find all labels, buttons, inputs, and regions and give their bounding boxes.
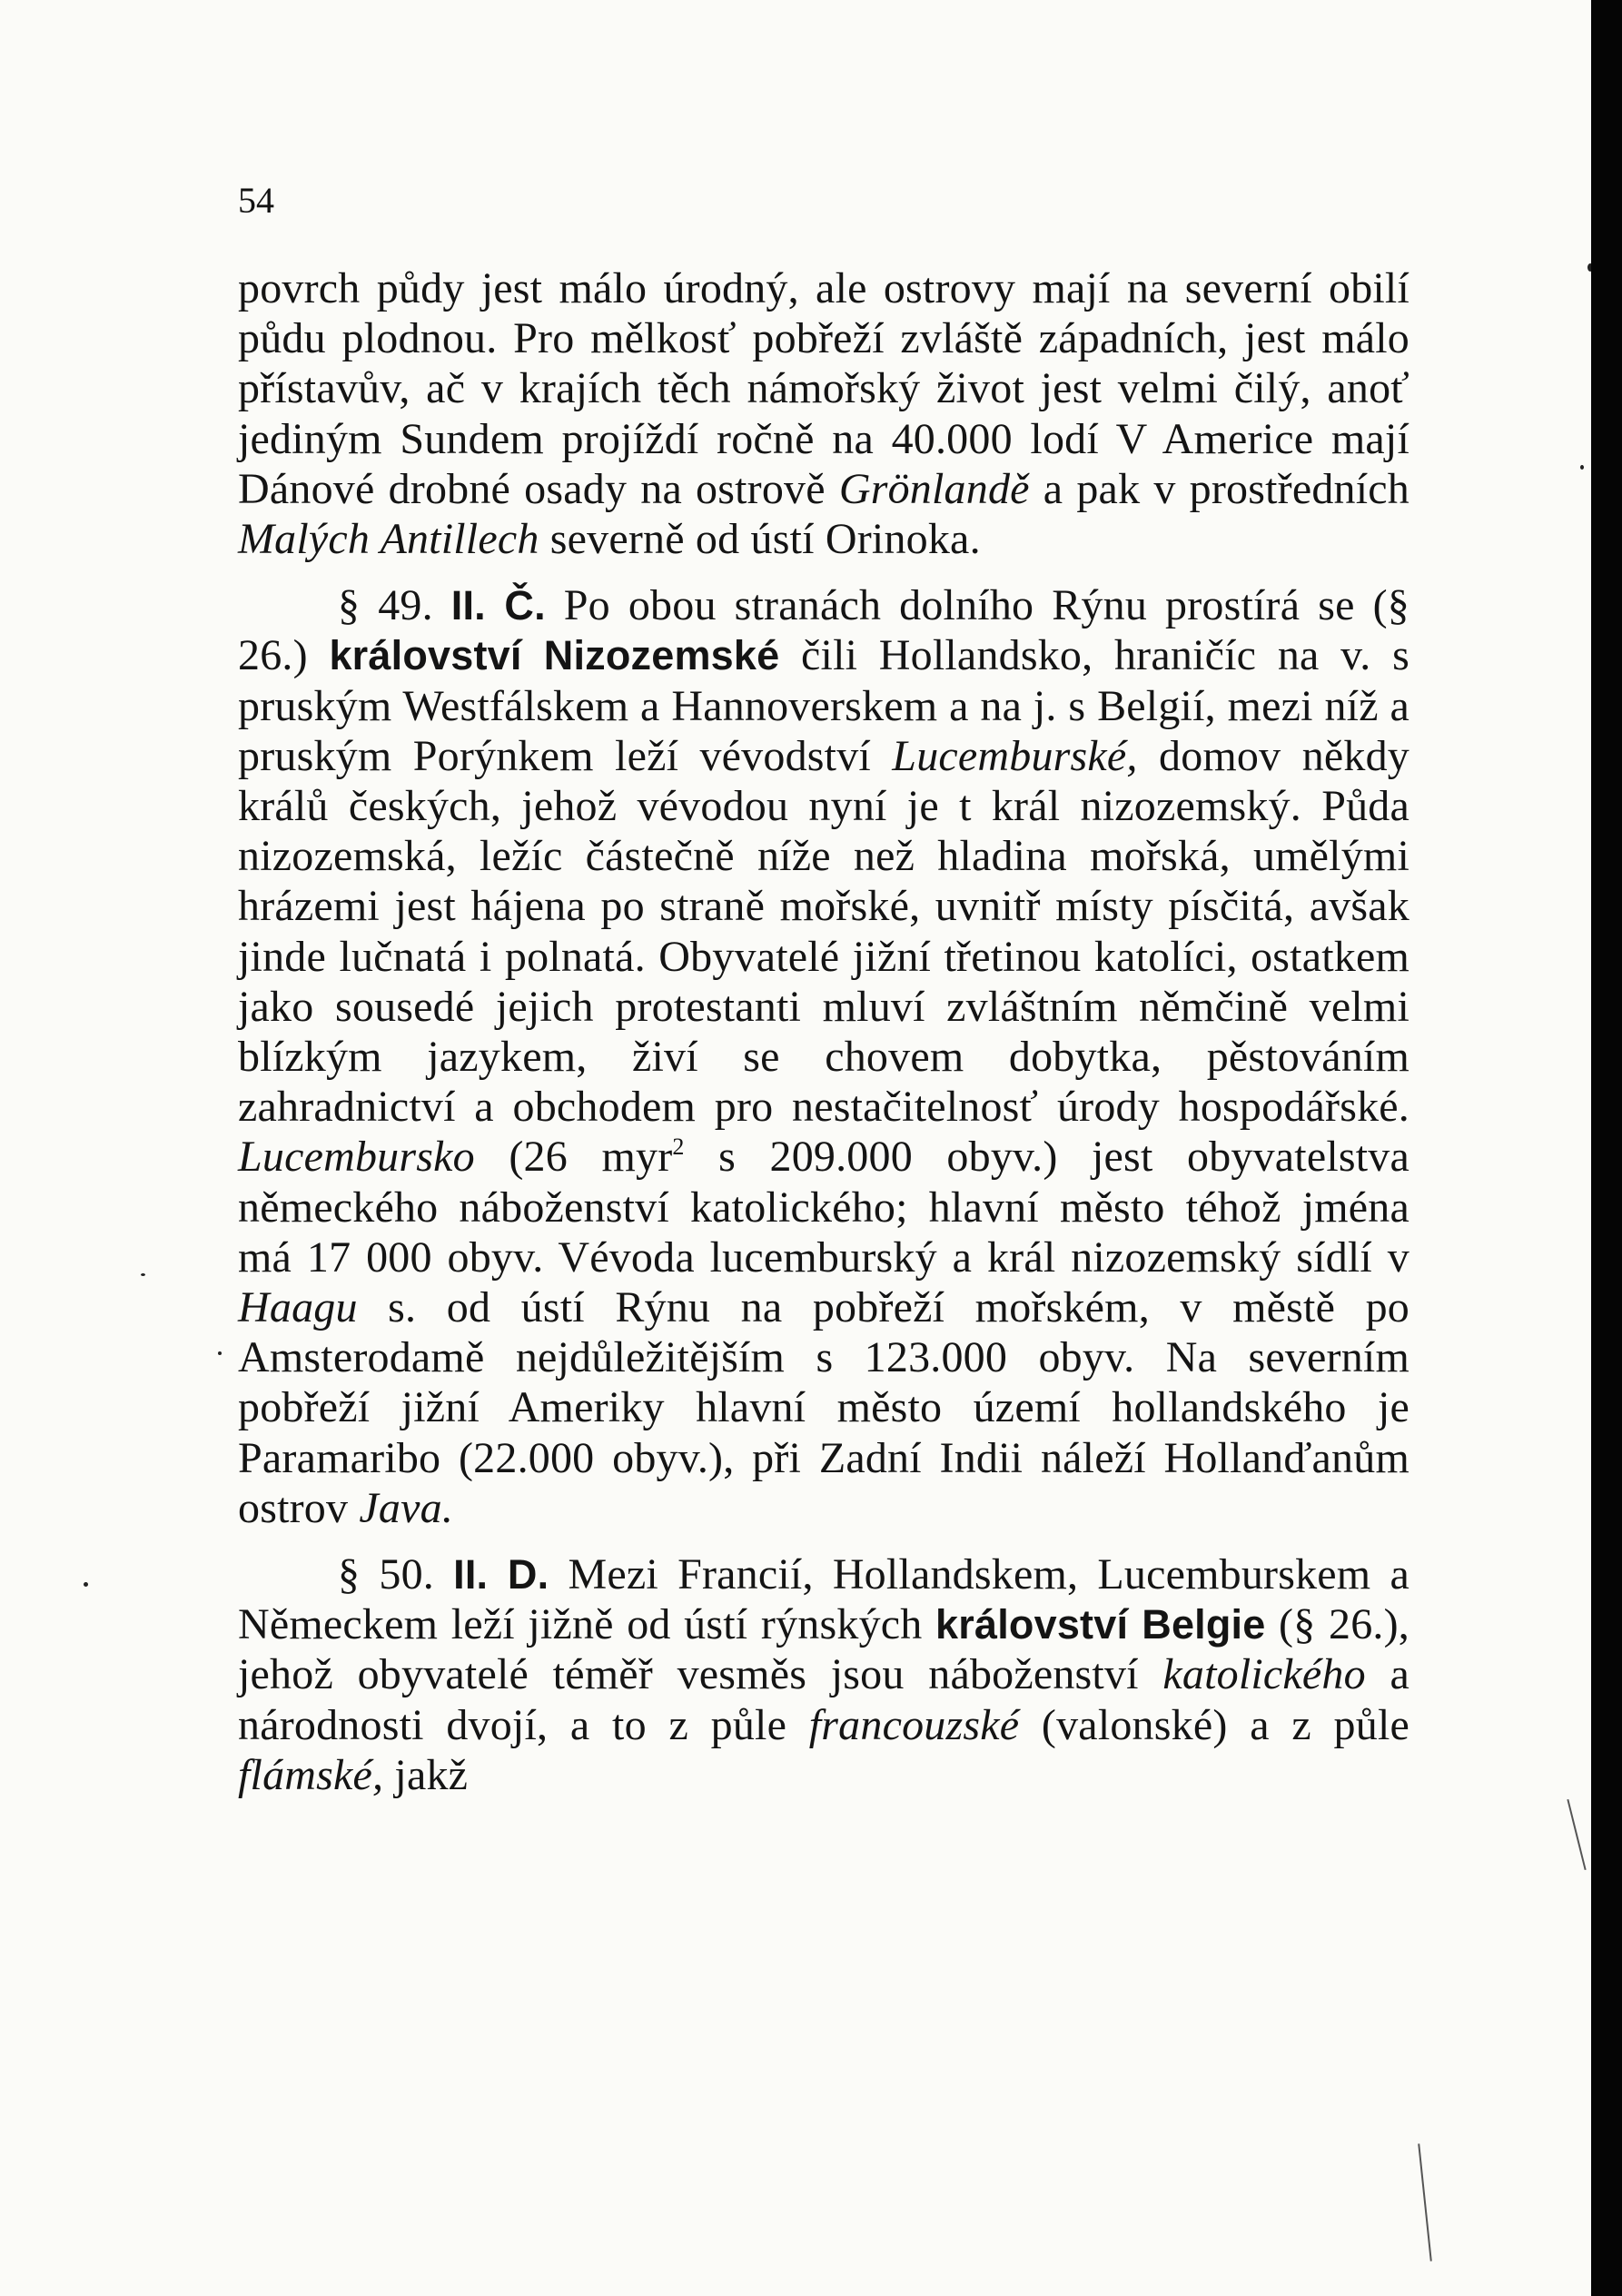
scan-speck	[1580, 465, 1584, 470]
text-run: čili Hollandsko, hraničíc na v. s pruským Westfálskem a Hannoverskem a na j. s Belgií, mezi níž a pruským Porýnkem leží vévodství	[238, 631, 1410, 780]
italic-term: Haagu	[238, 1283, 358, 1332]
text-run: domov někdy králů českých, jehož vévodou nyní je t král nizozemský. Půda nizozemská, ležíc částečně níže než hladina mořská, umělými hrázemi jest hájena po straně mořské, uvnitř místy písčitá, avšak jinde lučnatá i polnatá. Obyvatelé jižní třetinou katolíci, ostatkem jako sousedé jejich protestanti mluví zvláštním němčině velmi blízkým jazykem, živí se chovem dobytka, pěstováním zahradnictví a obchodem pro nestačitelnosť úrody hospodářské.	[238, 731, 1409, 1132]
italic-term: Malých Antillech	[238, 515, 539, 564]
scan-edge-line	[1418, 2143, 1432, 2261]
page-number: 54	[238, 180, 274, 221]
italic-term: francouzské	[808, 1700, 1020, 1749]
text-run: s 209.000 obyv.) jest obyvatelstva německého náboženství katolického; hlavní město téhož jména má 17 000 obyv. Vévoda lucemburský a král nizozemský sídlí v	[238, 1133, 1409, 1282]
paragraph-denmark	[238, 263, 1409, 564]
text-run: (valonské) a z půle	[1019, 1700, 1409, 1749]
bold-term: království Nizozemské	[329, 632, 780, 679]
text-run: s. od ústí Rýnu na pobřeží mořském, v městě po Amsterodamě nejdůležitějším s 123.000 obyv. Na severním pobřeží jižní Ameriky hlavní město území hollandského je Paramaribo (22.000 obyv.), při Zadní Indii náleží Hollanďanům ostrov	[238, 1283, 1409, 1532]
text-run: severně od ústí Orinoka.	[539, 515, 981, 564]
text-run: a pak v prostředních	[1029, 464, 1409, 513]
section-mark: § 49.	[338, 581, 451, 630]
scan-speck	[141, 1273, 145, 1276]
italic-term: Lucembursko	[238, 1133, 475, 1182]
scan-speck	[1587, 263, 1591, 272]
text-run: jakž	[383, 1750, 469, 1799]
paragraph-section-49	[238, 580, 1409, 1533]
text-run: Mezi Francií, Hollandskem, Lucemburskem a Německem leží jižně od ústí rýnských	[238, 1550, 1409, 1649]
text-run: a národnosti dvojí, a to z půle	[238, 1650, 1409, 1749]
bold-term: království Belgie	[935, 1601, 1266, 1648]
text-run: Po obou stranách dolního Rýnu prostírá se (§ 26.)	[238, 581, 1409, 680]
text-run: (26 myr	[474, 1133, 673, 1182]
body-text	[238, 263, 1409, 1800]
italic-term: Lucemburské,	[892, 731, 1138, 780]
text-run: povrch půdy jest málo úrodný, ale ostrovy mají na severní obilí půdu plodnou. Pro mělkosť pobřeží zvláště západních, jest málo přístavův, ač v krajích těch námořský život jest velmi čilý, anoť jediným Sundem projíždí ročně na 40.000 lodí V Americe mají Dánové drobné osady na ostrově	[238, 264, 1409, 513]
section-label: II. Č.	[450, 582, 546, 629]
scan-speck	[218, 1351, 222, 1355]
text-run: (§ 26.), jehož obyvatelé téměř vesměs jsou náboženství	[238, 1600, 1409, 1699]
section-mark: § 50.	[338, 1550, 454, 1599]
scan-speck	[84, 1582, 88, 1587]
italic-term: Java.	[359, 1483, 454, 1532]
paragraph-section-50	[238, 1549, 1409, 1800]
superscript: 2	[672, 1133, 685, 1161]
italic-term: katolického	[1162, 1650, 1366, 1699]
italic-term: Grönlandě	[838, 464, 1030, 513]
italic-term: flámské,	[238, 1750, 384, 1799]
section-label: II. D.	[453, 1551, 549, 1598]
scan-edge-line	[1567, 1799, 1586, 1870]
